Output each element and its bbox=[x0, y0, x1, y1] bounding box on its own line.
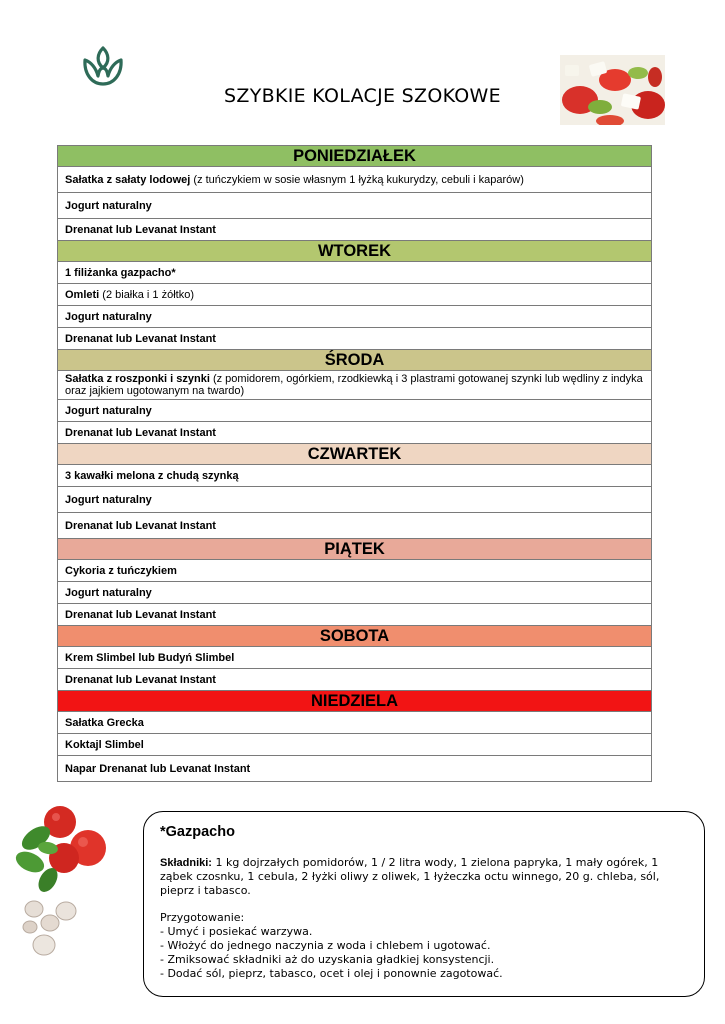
table-row bbox=[58, 582, 652, 604]
gazpacho-recipe-box bbox=[143, 811, 705, 997]
menu-item: Jogurt naturalny bbox=[58, 400, 652, 422]
day-header-sobota: SOBOTA bbox=[58, 626, 652, 647]
day-header-row bbox=[58, 539, 652, 560]
table-row bbox=[58, 669, 652, 691]
lotus-logo-icon bbox=[80, 44, 126, 88]
menu-item: Omleti (2 białka i 1 żółtko) bbox=[58, 284, 652, 306]
menu-item: Drenanat lub Levanat Instant bbox=[58, 422, 652, 444]
preparation-step: - Zmiksować składniki aż do uzyskania gładkiej konsystencji. bbox=[160, 953, 495, 966]
preparation-step: - Umyć i posiekać warzywa. bbox=[160, 925, 313, 938]
day-header-czwartek: CZWARTEK bbox=[58, 444, 652, 465]
table-row bbox=[58, 422, 652, 444]
menu-item: Jogurt naturalny bbox=[58, 582, 652, 604]
menu-item: 1 filiżanka gazpacho* bbox=[58, 262, 652, 284]
table-row bbox=[58, 328, 652, 350]
table-row bbox=[58, 560, 652, 582]
menu-item: 3 kawałki melona z chudą szynką bbox=[58, 465, 652, 487]
recipe-title: *Gazpacho bbox=[160, 824, 235, 840]
preparation-label: Przygotowanie: bbox=[160, 911, 245, 924]
menu-item: Krem Slimbel lub Budyń Slimbel bbox=[58, 647, 652, 669]
table-row bbox=[58, 604, 652, 626]
table-row bbox=[58, 262, 652, 284]
preparation-step: - Włożyć do jednego naczynia z woda i chlebem i ugotować. bbox=[160, 939, 491, 952]
menu-item: Drenanat lub Levanat Instant bbox=[58, 513, 652, 539]
table-row bbox=[58, 306, 652, 328]
table-row bbox=[58, 400, 652, 422]
recipe-ingredients: Składniki: 1 kg dojrzałych pomidorów, 1 / 2 litra wody, 1 zielona papryka, 1 mały ogórek, 1 ząbek czosnku, 1 cebula, 2 łyżki oliwy z oliwek, 1 łyżeczka octu winnego, 20 g. chleba, sól, pieprz i tabasco. bbox=[160, 856, 660, 897]
day-header-row bbox=[58, 444, 652, 465]
table-row bbox=[58, 487, 652, 513]
menu-item: Drenanat lub Levanat Instant bbox=[58, 219, 652, 241]
garlic-illustration bbox=[20, 895, 85, 960]
day-header-niedziela: NIEDZIELA bbox=[58, 691, 652, 712]
table-row bbox=[58, 513, 652, 539]
recipe-preparation bbox=[160, 911, 688, 981]
day-header-sroda: ŚRODA bbox=[58, 350, 652, 371]
menu-item: Sałatka Grecka bbox=[58, 712, 652, 734]
table-row bbox=[58, 167, 652, 193]
page-title: SZYBKIE KOLACJE SZOKOWE bbox=[224, 85, 501, 107]
table-row bbox=[58, 219, 652, 241]
menu-item: Drenanat lub Levanat Instant bbox=[58, 669, 652, 691]
menu-item: Napar Drenanat lub Levanat Instant bbox=[58, 756, 652, 782]
day-header-poniedzialek: PONIEDZIAŁEK bbox=[58, 146, 652, 167]
menu-item: Cykoria z tuńczykiem bbox=[58, 560, 652, 582]
day-header-wtorek: WTOREK bbox=[58, 241, 652, 262]
day-header-piatek: PIĄTEK bbox=[58, 539, 652, 560]
day-header-row bbox=[58, 691, 652, 712]
menu-item: Jogurt naturalny bbox=[58, 306, 652, 328]
day-header-row bbox=[58, 146, 652, 167]
table-row bbox=[58, 712, 652, 734]
table-row bbox=[58, 756, 652, 782]
menu-item: Sałatka z sałaty lodowej (z tuńczykiem w sosie własnym 1 łyżką kukurydzy, cebuli i kaparów) bbox=[58, 167, 652, 193]
table-row bbox=[58, 465, 652, 487]
menu-item: Drenanat lub Levanat Instant bbox=[58, 604, 652, 626]
day-header-row bbox=[58, 241, 652, 262]
tomatoes-basil-illustration bbox=[8, 800, 108, 895]
menu-item: Koktajl Slimbel bbox=[58, 734, 652, 756]
table-row bbox=[58, 371, 652, 400]
menu-item: Jogurt naturalny bbox=[58, 193, 652, 219]
table-row bbox=[58, 193, 652, 219]
day-header-row bbox=[58, 350, 652, 371]
preparation-step: - Dodać sól, pieprz, tabasco, ocet i olej i ponownie zagotować. bbox=[160, 967, 503, 980]
table-row bbox=[58, 647, 652, 669]
table-row bbox=[58, 284, 652, 306]
day-header-row bbox=[58, 626, 652, 647]
salad-photo bbox=[560, 55, 665, 125]
menu-item: Drenanat lub Levanat Instant bbox=[58, 328, 652, 350]
weekly-menu-table bbox=[57, 145, 652, 782]
table-row bbox=[58, 734, 652, 756]
menu-item: Jogurt naturalny bbox=[58, 487, 652, 513]
menu-item: Sałatka z roszponki i szynki (z pomidorem, ogórkiem, rzodkiewką i 3 plastrami gotowanej szynki lub wędliny z indyka oraz jajkiem ugotowanym na twardo) bbox=[58, 371, 652, 400]
